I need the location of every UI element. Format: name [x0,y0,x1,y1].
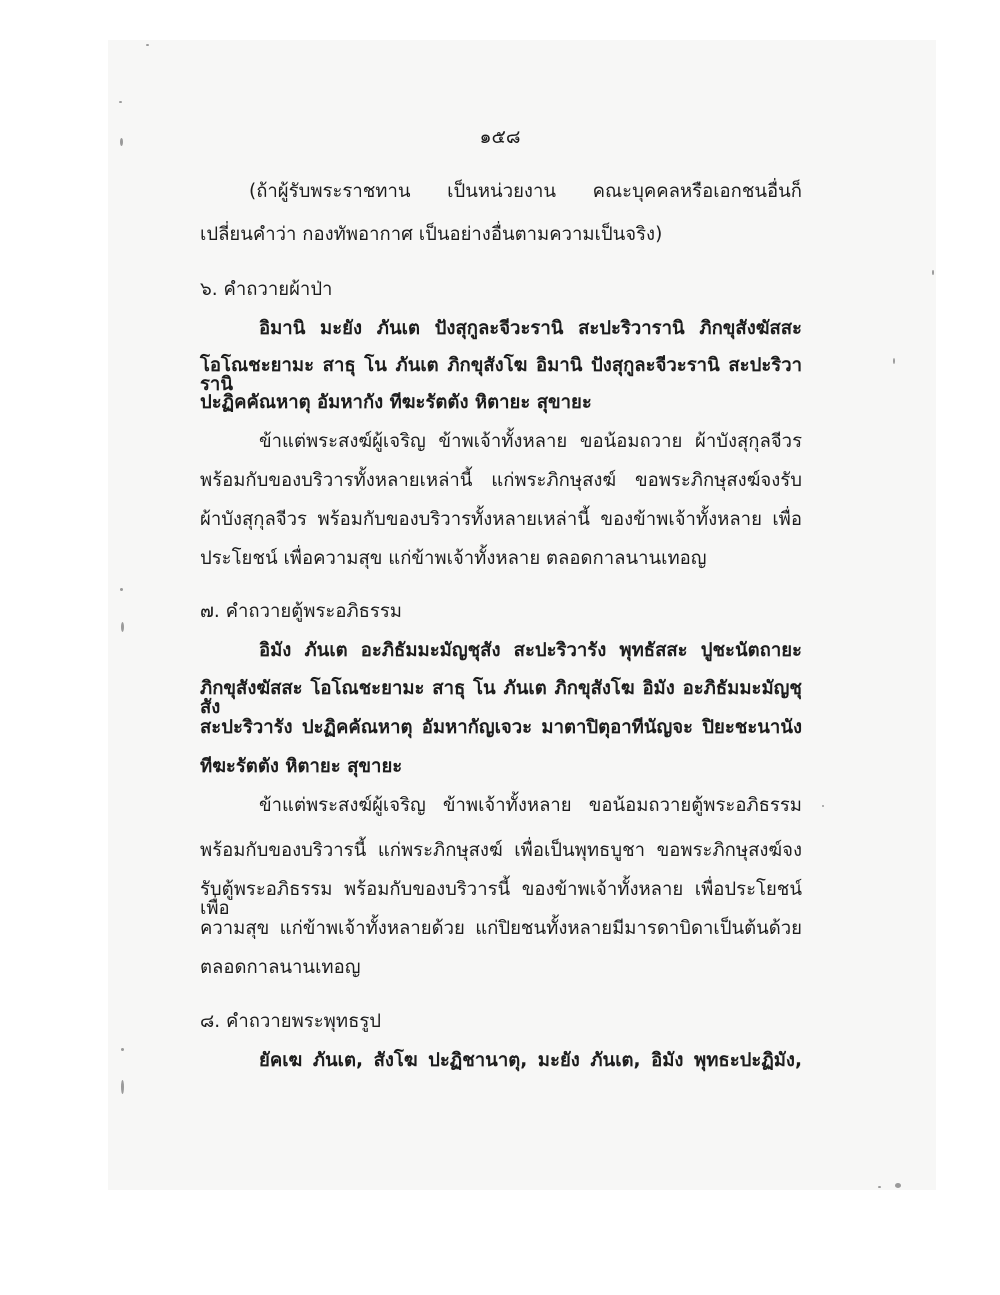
section-7-pali-line-1: อิมัง ภันเต อะภิธัมมะมัญชุสัง สะปะริวารัง พุทธัสสะ ปูชะนัตถายะ [259,640,802,661]
scan-speck [121,1048,124,1051]
section-6-pali-line-1: อิมานิ มะยัง ภันเต ปังสุกูละจีวะรานิ สะปะริวารานิ ภิกขุสังฆัสสะ [259,318,802,339]
section-6-pali-line-3: ปะฏิคคัณหาตุ อัมหากัง ทีฆะรัตตัง หิตายะ สุขายะ [200,392,592,413]
section-7-heading: ๗. คำถวายตู้พระอภิธรรม [200,601,403,622]
section-7-pali-line-3: สะปะริวารัง ปะฏิคคัณหาตุ อัมหากัญเจวะ มาตาปิตุอาทีนัญจะ ปิยะชะนานัง [200,717,802,738]
section-7-pali-line-2: ภิกขุสังฆัสสะ โอโณชะยามะ สาธุ โน ภันเต ภิกขุสังโฆ อิมัง อะภิธัมมะมัญชุสัง [200,678,802,718]
section-8-pali-line-1: ยัคเฆ ภันเต, สังโฆ ปะฏิชานาตุ, มะยัง ภันเต, อิมัง พุทธะปะฏิมัง, [259,1050,802,1071]
page-number: ๑๕๘ [479,126,521,148]
note-line-1: (ถ้าผู้รับพระราชทาน เป็นหน่วยงาน คณะบุคคลหรือเอกชนอื่นก็ [249,181,802,202]
section-7-thai-line-3: รับตู้พระอภิธรรม พร้อมกับของบริวารนี้ ของข้าพเจ้าทั้งหลาย เพื่อประโยชน์ เพื่อ [200,879,802,919]
scan-speck [120,588,123,591]
note-line-2: เปลี่ยนคำว่า กองทัพอากาศ เป็นอย่างอื่นตามความเป็นจริง) [200,224,663,245]
scan-speck [146,44,149,46]
scan-speck [121,1080,124,1094]
section-7-thai-line-1: ข้าแต่พระสงฆ์ผู้เจริญ ข้าพเจ้าทั้งหลาย ขอน้อมถวายตู้พระอภิธรรม [259,795,802,816]
section-7-thai-line-2: พร้อมกับของบริวารนี้ แก่พระภิกษุสงฆ์ เพื่อเป็นพุทธบูชา ขอพระภิกษุสงฆ์จง [200,840,802,861]
section-6-pali-line-2: โอโณชะยามะ สาธุ โน ภันเต ภิกขุสังโฆ อิมานิ ปังสุกูละจีวะรานิ สะปะริวารานิ [200,355,802,395]
scan-speck [932,270,934,275]
section-6-thai-line-4: ประโยชน์ เพื่อความสุข แก่ข้าพเจ้าทั้งหลาย ตลอดกาลนานเทอญ [200,548,707,569]
scan-speck [893,358,895,364]
scan-speck [895,1183,901,1188]
section-6-heading: ๖. คำถวายผ้าป่า [200,279,333,300]
section-8-heading: ๘. คำถวายพระพุทธรูป [200,1011,382,1032]
section-7-thai-line-4: ความสุข แก่ข้าพเจ้าทั้งหลายด้วย แก่ปิยชนทั้งหลายมีมารดาบิดาเป็นต้นด้วย [200,918,802,939]
section-7-thai-line-5: ตลอดกาลนานเทอญ [200,957,361,978]
section-6-thai-line-1: ข้าแต่พระสงฆ์ผู้เจริญ ข้าพเจ้าทั้งหลาย ขอน้อมถวาย ผ้าบังสุกุลจีวร [259,431,802,452]
section-6-thai-line-3: ผ้าบังสุกุลจีวร พร้อมกับของบริวารทั้งหลายเหล่านี้ ของข้าพเจ้าทั้งหลาย เพื่อ [200,509,802,530]
scan-speck [822,805,824,807]
section-6-thai-line-2: พร้อมกับของบริวารทั้งหลายเหล่านี้ แก่พระภิกษุสงฆ์ ขอพระภิกษุสงฆ์จงรับ [200,470,802,491]
scan-speck [121,622,124,632]
scan-speck [878,1186,881,1188]
scan-speck [119,101,122,103]
section-7-pali-line-4: ทีฆะรัตตัง หิตายะ สุขายะ [200,756,403,777]
